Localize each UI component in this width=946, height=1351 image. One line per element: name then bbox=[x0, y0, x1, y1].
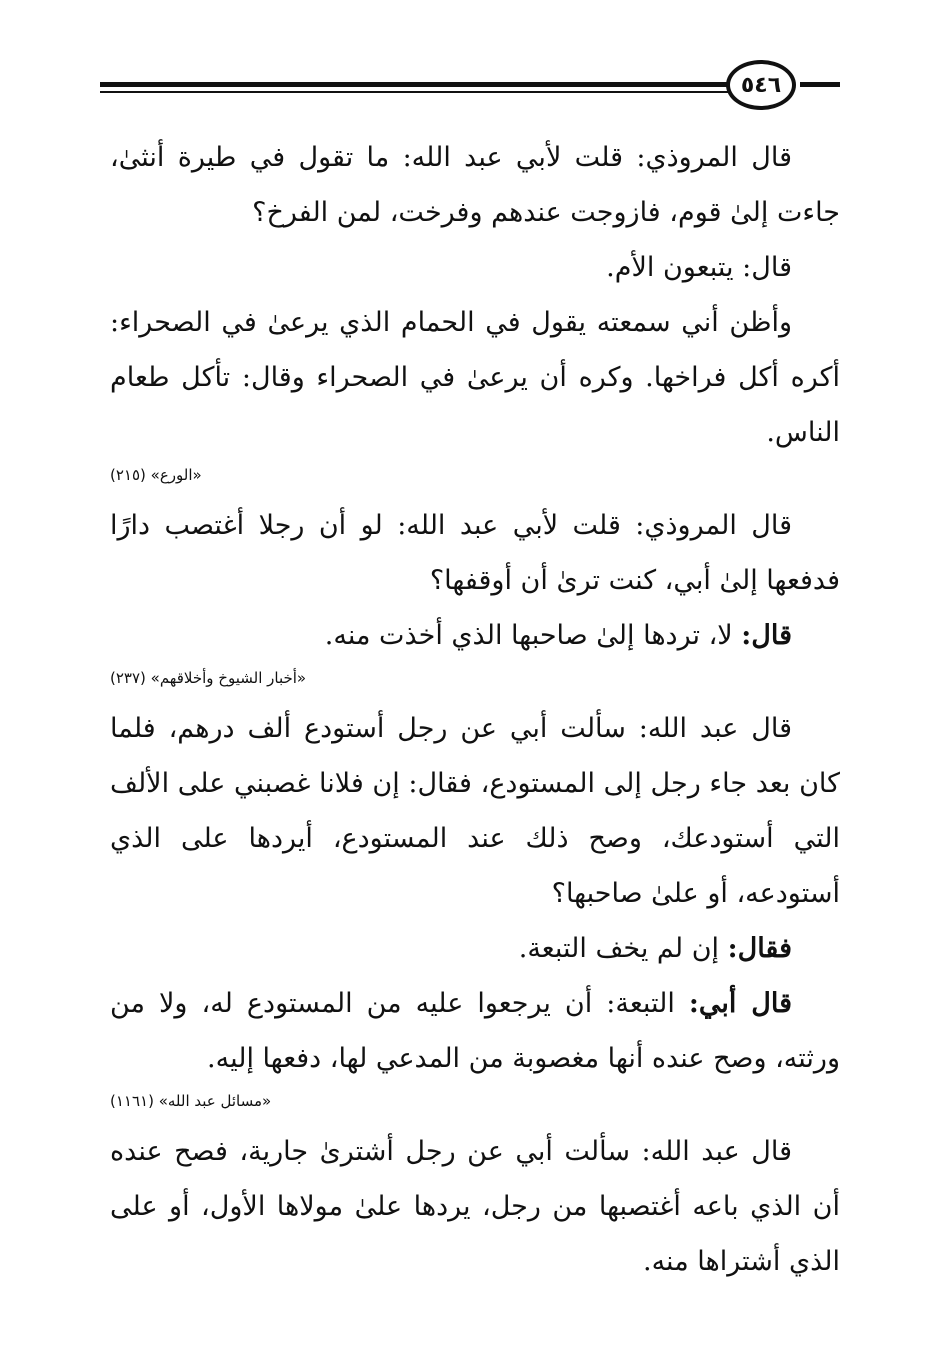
paragraph: قال عبد الله: سألت أبي عن رجل أستودع ألف درهم، فلما كان بعد جاء رجل إلى المستودع، فقال: إن فلانا غصبني على الألف التي أستودعك، وصح ذلك عند المستودع، أيردها على الذي أستودعه، أو علىٰ صاحبها؟ bbox=[110, 713, 840, 909]
header-rule-thin bbox=[100, 91, 740, 93]
paragraph: وأظن أني سمعته يقول في الحمام الذي يرعىٰ في الصحراء: أكره أكل فراخها. وكره أن يرعىٰ في الصحراء وقال: تأكل طعام الناس. bbox=[110, 307, 840, 448]
page-body bbox=[110, 130, 840, 1289]
page-number: ٥٤٦ bbox=[726, 60, 796, 110]
paragraph: قال عبد الله: سألت أبي عن رجل أشترىٰ جارية، فصح عنده أن الذي باعه أغتصبها من رجل، يردها علىٰ مولاها الأول، أو على الذي أشتراها منه. bbox=[110, 1136, 840, 1277]
lead-word: قال أبي: bbox=[688, 988, 792, 1019]
paragraph: قال: يتبعون الأم. bbox=[606, 252, 792, 283]
paragraph: قال أبي: التبعة: أن يرجعوا عليه من المستودع له، ولا من ورثته، وصح عنده أنها مغصوبة من المدعي لها، دفعها إليه. bbox=[110, 988, 840, 1074]
paragraph: فقال: إن لم يخف التبعة. bbox=[518, 933, 792, 964]
lead-word: فقال: bbox=[727, 933, 792, 964]
paragraph: قال المروذي: قلت لأبي عبد الله: ما تقول في طيرة أنثىٰ، جاءت إلىٰ قوم، فازوجت عندهم وفرخت، لمن الفرخ؟ bbox=[110, 142, 840, 228]
header-rule-stub bbox=[800, 82, 840, 87]
page-header bbox=[100, 60, 840, 120]
lead-word: قال: bbox=[741, 620, 792, 651]
header-rule-thick bbox=[100, 82, 740, 87]
paragraph: قال المروذي: قلت لأبي عبد الله: لو أن رجلا أغتصب دارًا فدفعها إلىٰ أبي، كنت ترىٰ أن أوقفها؟ bbox=[110, 510, 840, 596]
paragraph: قال: لا، تردها إلىٰ صاحبها الذي أخذت منه. bbox=[324, 620, 792, 651]
source-citation: «الورع» (٢١٥) bbox=[110, 466, 202, 484]
source-citation: «مسائل عبد الله» (١١٦١) bbox=[110, 1092, 272, 1110]
source-citation: «أخبار الشيوخ وأخلاقهم» (٢٣٧) bbox=[110, 669, 307, 687]
